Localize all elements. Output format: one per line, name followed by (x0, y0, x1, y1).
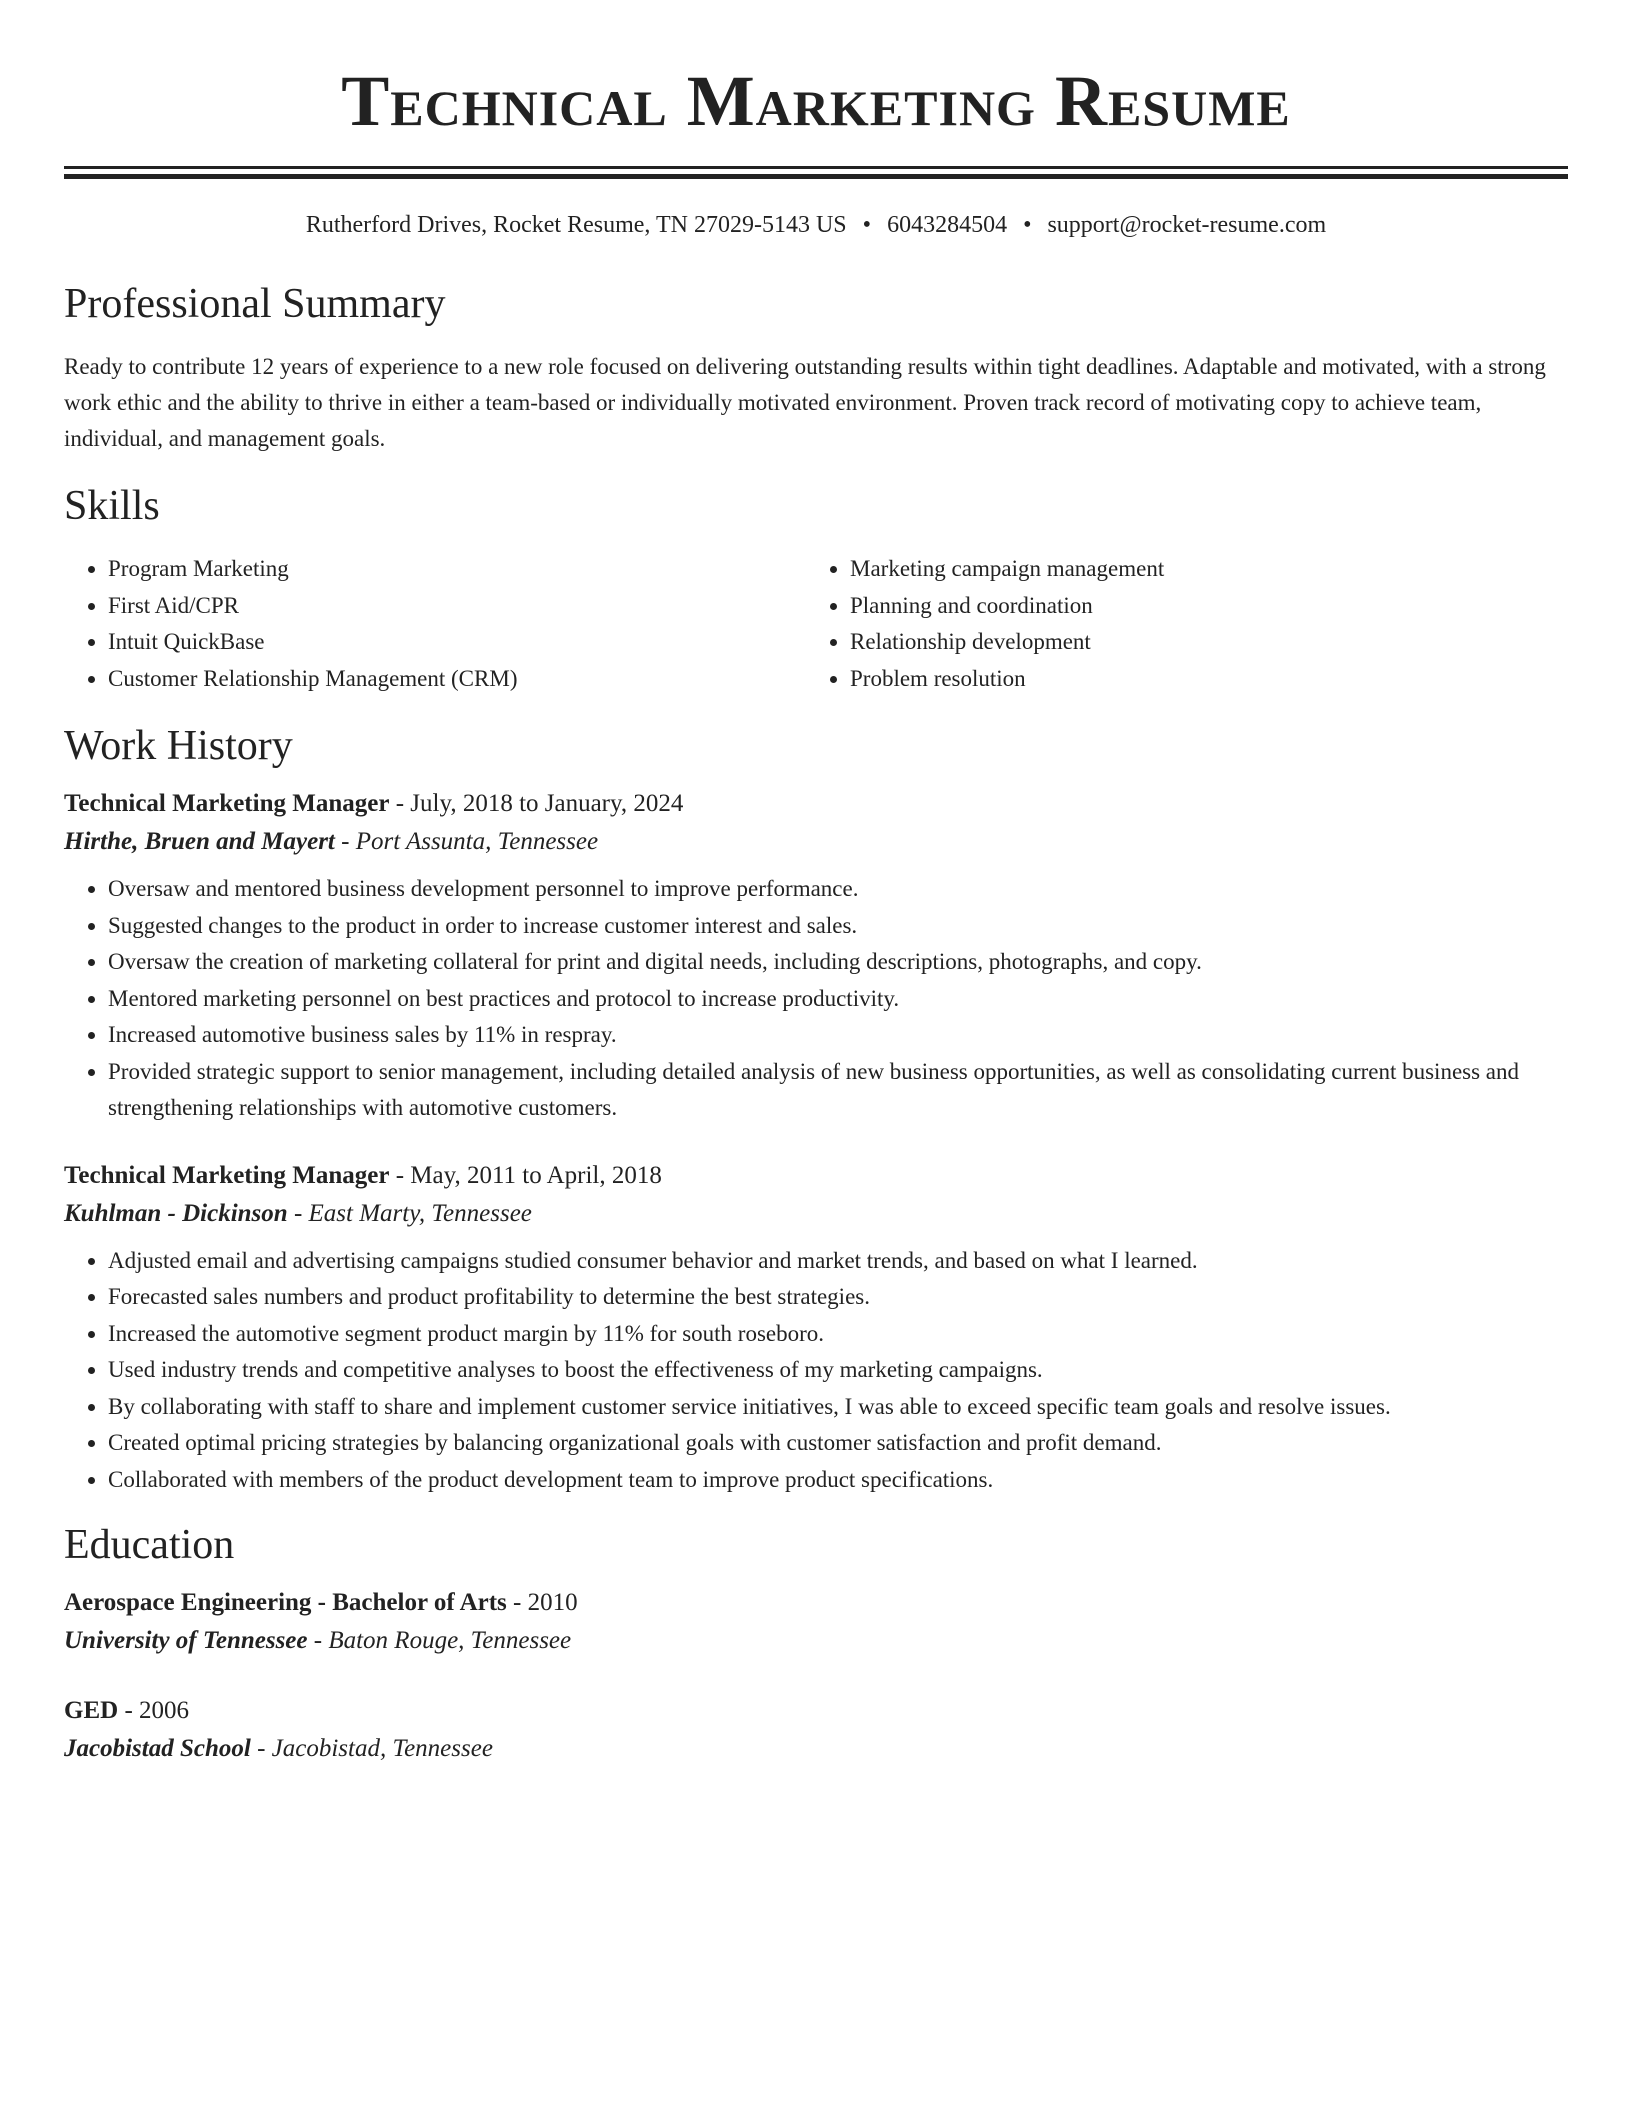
title-rule-top (64, 166, 1568, 169)
resume-title: Technical Marketing Resume (341, 61, 1291, 141)
job-title: Technical Marketing Manager (64, 1161, 390, 1189)
job-bullet: • Used industry trends and competitive analyses to boost the effectiveness of my marketing campaigns. (108, 1352, 1568, 1389)
skills-heading: Skills (64, 483, 160, 529)
education-school-line (64, 1622, 1568, 1660)
job-company-line (64, 823, 1568, 861)
job-bullet: • Adjusted email and advertising campaigns studied consumer behavior and market trends, and based on what I learned. (108, 1243, 1568, 1280)
skills-column-left (64, 551, 806, 697)
job-dates: May, 2011 to April, 2018 (410, 1161, 662, 1189)
education-entry (64, 1692, 1568, 1768)
contact-line (64, 209, 1568, 241)
job-title-line (64, 785, 1568, 823)
skills-column-right (806, 551, 1548, 697)
job-bullet: • Created optimal pricing strategies by balancing organizational goals with customer satisfaction and profit demand. (108, 1425, 1568, 1462)
contact-email: support@rocket-resume.com (1047, 212, 1327, 238)
education-location: Baton Rouge, Tennessee (328, 1627, 572, 1654)
education-school: Jacobistad School (64, 1735, 251, 1762)
job-location: East Marty, Tennessee (308, 1199, 532, 1227)
education-year: 2010 (527, 1589, 578, 1616)
job-entry (64, 785, 1568, 1127)
contact-separator: • (1023, 212, 1032, 238)
job-bullet: • Suggested changes to the product in order to increase customer interest and sales. (108, 908, 1568, 945)
job-bullet: • Mentored marketing personnel on best practices and protocol to increase productivity. (108, 981, 1568, 1018)
job-bullet: • Forecasted sales numbers and product profitability to determine the best strategies. (108, 1279, 1568, 1316)
education-degree: GED (64, 1697, 119, 1724)
resume-page (64, 0, 1568, 1768)
education-dash: - (307, 1627, 329, 1654)
job-bullet: • Increased the automotive segment product margin by 11% for south roseboro. (108, 1316, 1568, 1353)
education-dash: - (250, 1735, 272, 1762)
education-dash: - (118, 1697, 140, 1724)
education-school-line (64, 1730, 1568, 1768)
job-dates: July, 2018 to January, 2024 (410, 790, 684, 817)
job-dash: - (287, 1199, 309, 1227)
education-location: Jacobistad, Tennessee (271, 1735, 493, 1762)
job-bullet: • Oversaw the creation of marketing collateral for print and digital needs, including descriptions, photographs, and copy. (108, 944, 1568, 981)
contact-address: Rutherford Drives, Rocket Resume, TN 27029-5143 US (305, 212, 847, 238)
job-bullet: • Collaborated with members of the product development team to improve product specifications. (108, 1462, 1568, 1499)
title-rule-bottom (64, 174, 1568, 179)
skills-list (64, 551, 1568, 697)
job-dash: - (334, 828, 356, 855)
education-dash: - (506, 1589, 528, 1616)
education-degree: Aerospace Engineering - Bachelor of Arts (64, 1589, 507, 1616)
skill-item: • Program Marketing (108, 551, 806, 588)
contact-separator: • (862, 212, 872, 238)
job-bullets (64, 1243, 1568, 1499)
summary-text: Ready to contribute 12 years of experience to a new role focused on delivering outstanding results within tight deadlines. Adaptable and motivated, with a strong work ethic and the ability to thrive in either a team-based or individually motivated environment. Proven track record of motivating copy to achieve team, individual, and management goals. (64, 354, 1546, 451)
job-bullet: • Oversaw and mentored business development personnel to improve performance. (108, 871, 1568, 908)
job-company: Hirthe, Bruen and Mayert (64, 828, 335, 855)
education-degree-line (64, 1692, 1568, 1730)
job-company: Kuhlman - Dickinson (64, 1199, 288, 1227)
skill-item: • Marketing campaign management (850, 551, 1548, 588)
job-bullet: • Increased automotive business sales by 11% in respray. (108, 1017, 1568, 1054)
education-school: University of Tennessee (64, 1627, 308, 1654)
skill-item: • Planning and coordination (850, 588, 1548, 625)
job-title-line (64, 1157, 1568, 1195)
skill-item: • Intuit QuickBase (108, 624, 806, 661)
education-year: 2006 (139, 1697, 190, 1724)
skill-item: • Relationship development (850, 624, 1548, 661)
education-degree-line (64, 1584, 1568, 1622)
education-heading: Education (64, 1522, 235, 1568)
job-location: Port Assunta, Tennessee (355, 828, 599, 855)
education-entry (64, 1584, 1568, 1660)
job-bullets (64, 871, 1568, 1127)
skill-item: • Problem resolution (850, 661, 1548, 698)
contact-phone: 6043284504 (887, 212, 1008, 238)
job-bullet: • By collaborating with staff to share and implement customer service initiatives, I was able to exceed specific team goals and resolve issues. (108, 1389, 1568, 1426)
skill-item: • Customer Relationship Management (CRM) (108, 661, 806, 698)
job-title: Technical Marketing Manager (64, 790, 390, 817)
job-dash: - (389, 790, 411, 817)
work-heading: Work History (64, 723, 293, 769)
job-dash: - (389, 1161, 411, 1189)
job-bullet: • Provided strategic support to senior management, including detailed analysis of new business opportunities, as well as consolidating current business and strengthening relationships with automotive customers. (108, 1054, 1568, 1127)
job-company-line (64, 1195, 1568, 1233)
skill-item: • First Aid/CPR (108, 588, 806, 625)
summary-heading: Professional Summary (64, 281, 446, 327)
job-entry (64, 1157, 1568, 1499)
